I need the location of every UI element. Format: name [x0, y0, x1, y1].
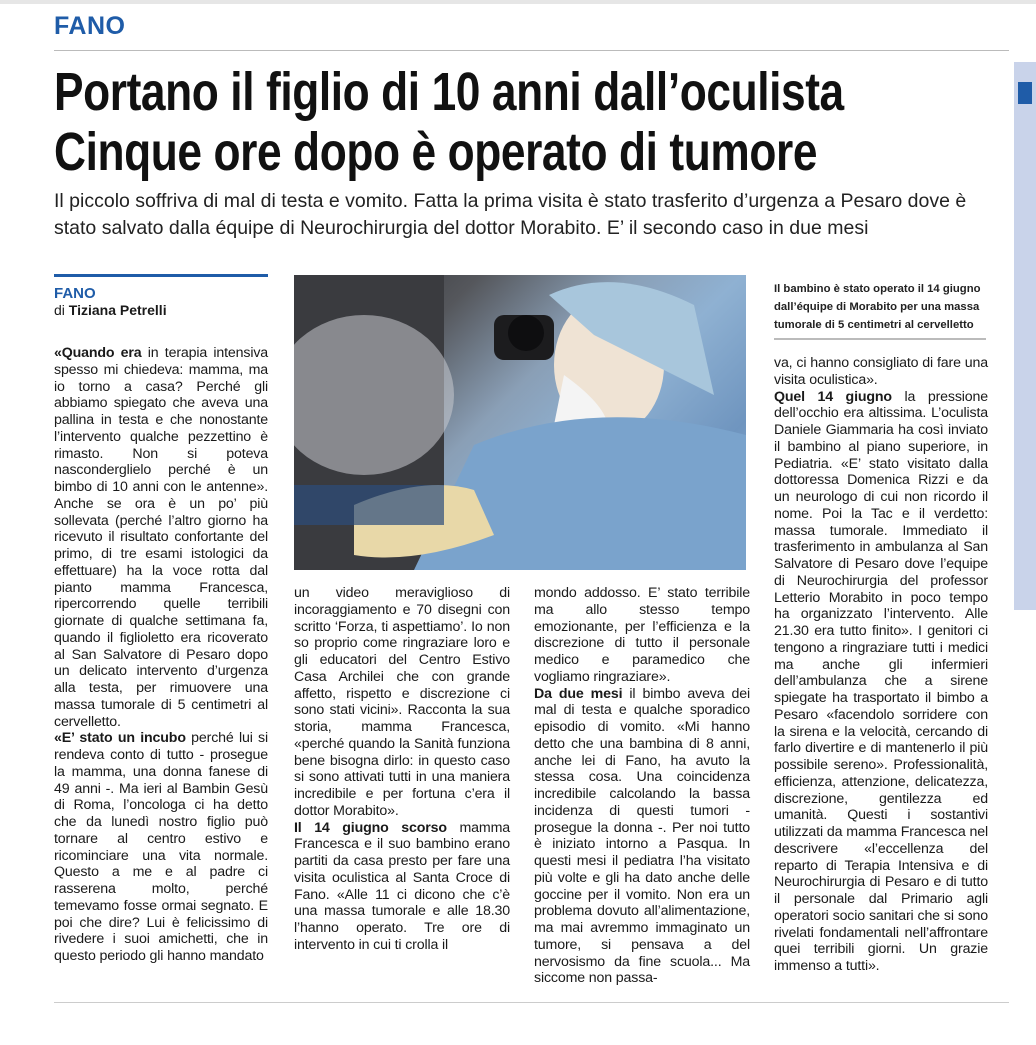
byline-author-line — [54, 302, 268, 318]
byline-author: Tiziana Petrelli — [68, 302, 167, 318]
byline-place: FANO — [54, 285, 96, 302]
paragraph — [774, 389, 988, 975]
paragraph-text: il bimbo aveva dei mal di testa e qualche sporadico episodio di vomito. «Mi hanno detto che una bambina di 8 anni, anche lei di Fano, ha avuto la stessa cosa. Una coincidenza incredibile calcolando la bassa incidenza di questi tumori - prosegue la donna -. Per noi tutto è iniziato intorno a Pasqua. In questi mesi il pediatra l’ha visitato più volte e gli ha dato anche delle goccine per il vomito. Non era un problema dovuto all’alimentazione, ma mai avremmo immaginato un tumore, si pensava a del nervosismo da fine scuola... Ma siccome non passa- — [534, 685, 750, 987]
paragraph-text: la pressione dell’occhio era altissima. L’oculista Daniele Giammaria ha così inviato il bambino al piano superiore, in Pediatria. «E’ stato visitato dalla dottoressa Domenica Rizzi e da un neurologo di cui non ricordo il nome. Poi la Tac e il verdetto: massa tumorale. Immediato il trasferimento in ambulanza al San Salvatore di Pesaro dove l’equipe di Neurochirurgia del professor Letterio Morabito in poco tempo ha organizzato l’intervento. Alle 21.30 era tutto finito». I genitori ci tengono a ringraziare tutti i medici ma anche gli infermieri dell’ambulanza che a sirene spiegate ha trasportato il bimbo a Pesaro «facendolo sorridere con la sirena e la velocità, cercando di farlo divertire e di mantenerlo il più possibile sereno». Professionalità, efficienza, attenzione, delicatezza, discrezione, gentilezza ed umanità. Questi i sostantivi utilizzati da mamma Francesca nel descrivere «l’eccellenza del reparto di Terapia Intensiva e di Neurochirurgia di Pesaro e di tutto il personale dal Primario agli operatori socio sanitari che si sono rivelati fondamentali nell’affrontare quei terribili giorni. Un grazie immenso a tutti». — [774, 388, 988, 974]
article-column-1 — [54, 345, 268, 965]
paragraph — [54, 345, 268, 730]
byline — [54, 274, 268, 318]
paragraph-lead: «Quando era — [54, 345, 142, 361]
paragraph — [534, 686, 750, 988]
surgery-photo-illustration — [294, 275, 746, 570]
divider — [54, 50, 1009, 51]
paragraph-lead: Da due mesi — [534, 685, 623, 702]
paragraph-lead: «E’ stato un incubo — [54, 730, 186, 747]
headline-line-1: Portano il figlio di 10 anni dall’oculista — [54, 62, 844, 122]
paragraph-text: un video meraviglioso di incoraggiamento e 70 disegni con scritto ‘Forza, ti aspettiamo’. Io non so proprio come ringraziare loro e gli educatori del Centro Estivo Casa Archilei che con grande affetto, rispetto e discrezione ci sono stati vicini». Racconta la sua storia, mamma Francesca, «perché quando la Sanità funziona bene bisogna dirlo: in questo caso si sono attivati tutti in una maniera incredibile e per fortuna c’era il dottor Morabito». — [294, 585, 510, 819]
top-border — [0, 0, 1036, 4]
paragraph-text: va, ci hanno consigliato di fare una visita oculistica». — [774, 355, 988, 388]
paragraph-text: mondo addosso. E’ stato terribile ma allo stesso tempo emozionante, per l’efficienza e la discrezione di tutto il personale medico e paramedico che vogliamo ringraziare». — [534, 585, 750, 685]
paragraph-text: in terapia intensiva spesso mi chiedeva: mamma, ma io torno a casa? Perché gli abbiamo spiegato che aveva una pallina in testa e che nonostante l’intervento qualche pezzettino è rimasto. Non si poteva nasconderglielo perché è un bimbo di 10 anni con le antenne». Anche se ora è un po’ più sollevata (perché l’altro giorno ha ricevuto il risultato confortante del primo, di tre esami istologici da effettuare) ha la voce rotta dal pianto mamma Francesca, ripercorrendo quelle terribili giornate di qualche settimana fa, quando il figlioletto era ricoverato al San Salvatore di Pesaro dopo un delicato intervento d’urgenza alla testa, per rimuovere una massa tumorale di 5 centimetri al cervelletto. — [54, 345, 269, 730]
article-column-4 — [774, 355, 988, 975]
article-column-3 — [534, 585, 750, 987]
paragraph — [54, 730, 268, 965]
article-column-2 — [294, 585, 510, 954]
paragraph-lead: Quel 14 giugno — [774, 388, 892, 405]
paragraph — [294, 820, 510, 954]
subtitle: Il piccolo soffriva di mal di testa e vomito. Fatta la prima visita è stato trasferito d’urgenza a Pesaro dove è stato salvato dalla équipe di Neurochirurgia del dottor Morabito. E’ il secondo caso in due mesi — [54, 190, 967, 239]
adjacent-article-marker — [1018, 82, 1032, 104]
byline-prefix: di — [54, 302, 69, 318]
paragraph-text: perché lui si rendeva conto di tutto - prosegue la mamma, una donna fanese di 49 anni -. Ma ieri al Bambin Gesù di Roma, l’oncologa ci ha detto che da lunedì nostro figlio può tornare al centro estivo e ricominciare una vita normale. Questo a me e al padre ci rasserena molto, perché temevamo fosse ormai segnato. E poi che dire? Lui è felicissimo di rivedere i suoi amichetti, che in questo periodo gli hanno mandato — [54, 730, 269, 964]
section-label: FANO — [54, 12, 126, 40]
divider — [54, 1002, 1009, 1003]
paragraph — [294, 585, 510, 820]
paragraph-lead: Il 14 giugno scorso — [294, 819, 447, 836]
paragraph — [534, 585, 750, 686]
adjacent-article-edge — [1014, 62, 1036, 610]
headline-line-2: Cinque ore dopo è operato di tumore — [54, 122, 818, 182]
paragraph — [774, 355, 988, 389]
article-photo-surgery — [294, 275, 746, 570]
photo-caption: Il bambino è stato operato il 14 giugno dall’équipe di Morabito per una massa tumorale di 5 centimetri al cervelletto — [774, 280, 986, 340]
headline — [54, 62, 844, 182]
paragraph-text: mamma Francesca e il suo bambino erano partiti da casa presto per fare una visita oculistica al Santa Croce di Fano. «Alle 11 ci dicono che c’è una massa tumorale e alle 18.30 l’hanno operato. Tre ore di intervento in cui ti crolla il — [294, 819, 510, 953]
